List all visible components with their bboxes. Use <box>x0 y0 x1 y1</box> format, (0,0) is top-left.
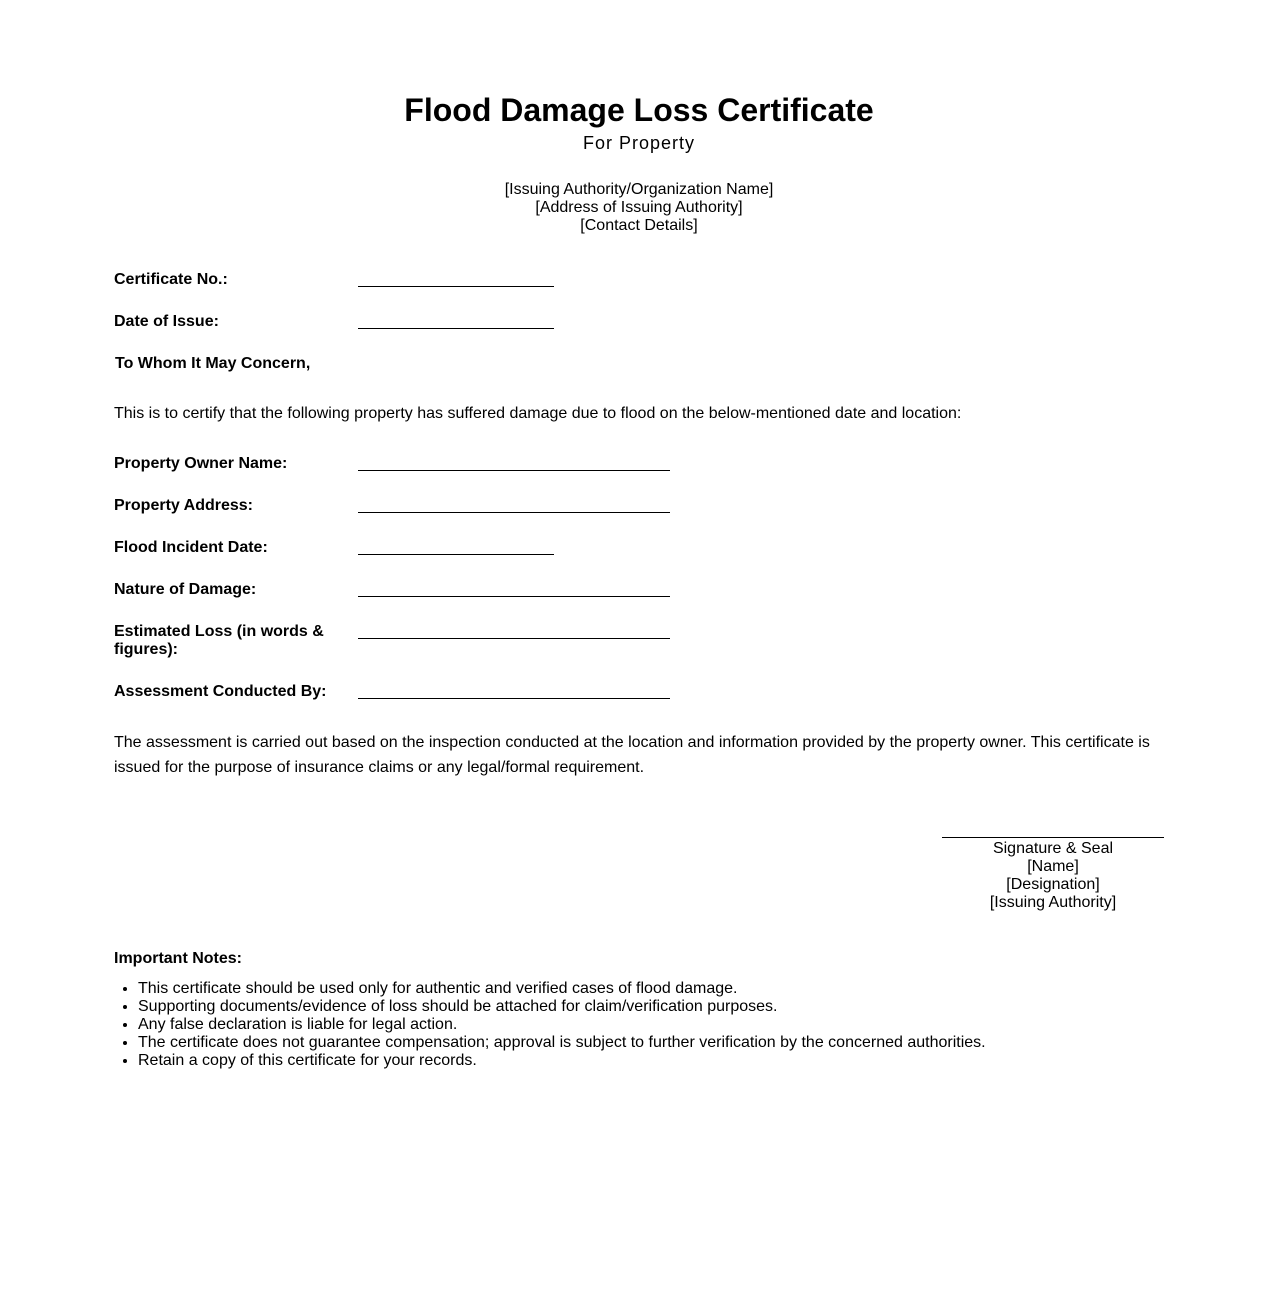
field-label: Nature of Damage: <box>114 581 257 598</box>
certificate-title: Flood Damage Loss Certificate <box>404 92 874 128</box>
date-of-issue-blank[interactable] <box>358 328 554 329</box>
field-label: Property Address: <box>114 497 253 514</box>
assessment-conducted-by-blank[interactable] <box>358 698 670 699</box>
signature-label: Signature & Seal <box>992 840 1114 857</box>
list-item: • Any false declaration is liable for legal action. <box>138 1016 1138 1034</box>
property-owner-name-blank[interactable] <box>358 470 670 471</box>
field-label: Flood Incident Date: <box>114 539 268 556</box>
field-label: Property Owner Name: <box>114 455 288 472</box>
field-label: Assessment Conducted By: <box>114 683 327 700</box>
assessment-paragraph: The assessment is carried out based on the inspection conducted at the location and information provided by the property owner. This certificate is issued for the purpose of insurance claims or any legal/formal requirement. <box>114 734 1150 776</box>
estimated-loss-blank[interactable] <box>358 638 670 639</box>
list-item: • This certificate should be used only for authentic and verified cases of flood damage. <box>138 980 1138 998</box>
nature-of-damage-blank[interactable] <box>358 596 670 597</box>
notes-title: Important Notes: <box>114 950 242 967</box>
signatory-designation: [Designation] <box>1006 876 1100 893</box>
signatory-authority: [Issuing Authority] <box>989 894 1117 911</box>
field-label: Estimated Loss (in words & figures): <box>114 623 324 658</box>
list-item: • The certificate does not guarantee compensation; approval is subject to further verification by the concerned authorities. <box>138 1034 1138 1052</box>
greeting: To Whom It May Concern, <box>115 355 311 372</box>
certificate-subtitle: For Property <box>582 133 696 153</box>
field-label: Certificate No.: <box>114 271 228 288</box>
authority-name: [Issuing Authority/Organization Name] <box>504 181 774 198</box>
flood-incident-date-blank[interactable] <box>358 554 554 555</box>
field-label: Date of Issue: <box>114 313 219 330</box>
property-address-blank[interactable] <box>358 512 670 513</box>
certificate-no-blank[interactable] <box>358 286 554 287</box>
list-item: • Retain a copy of this certificate for your records. <box>138 1052 1138 1070</box>
signature-block <box>942 826 1164 912</box>
authority-contact: [Contact Details] <box>580 217 698 234</box>
list-item: • Supporting documents/evidence of loss should be attached for claim/verification purposes. <box>138 998 1138 1016</box>
issuing-authority-block <box>114 181 1164 235</box>
signature-line[interactable] <box>942 837 1164 838</box>
authority-address: [Address of Issuing Authority] <box>535 199 743 216</box>
notes-list <box>114 980 1138 1070</box>
intro-paragraph: This is to certify that the following property has suffered damage due to flood on the below-mentioned date and location: <box>114 405 962 422</box>
signatory-name: [Name] <box>1027 858 1079 875</box>
